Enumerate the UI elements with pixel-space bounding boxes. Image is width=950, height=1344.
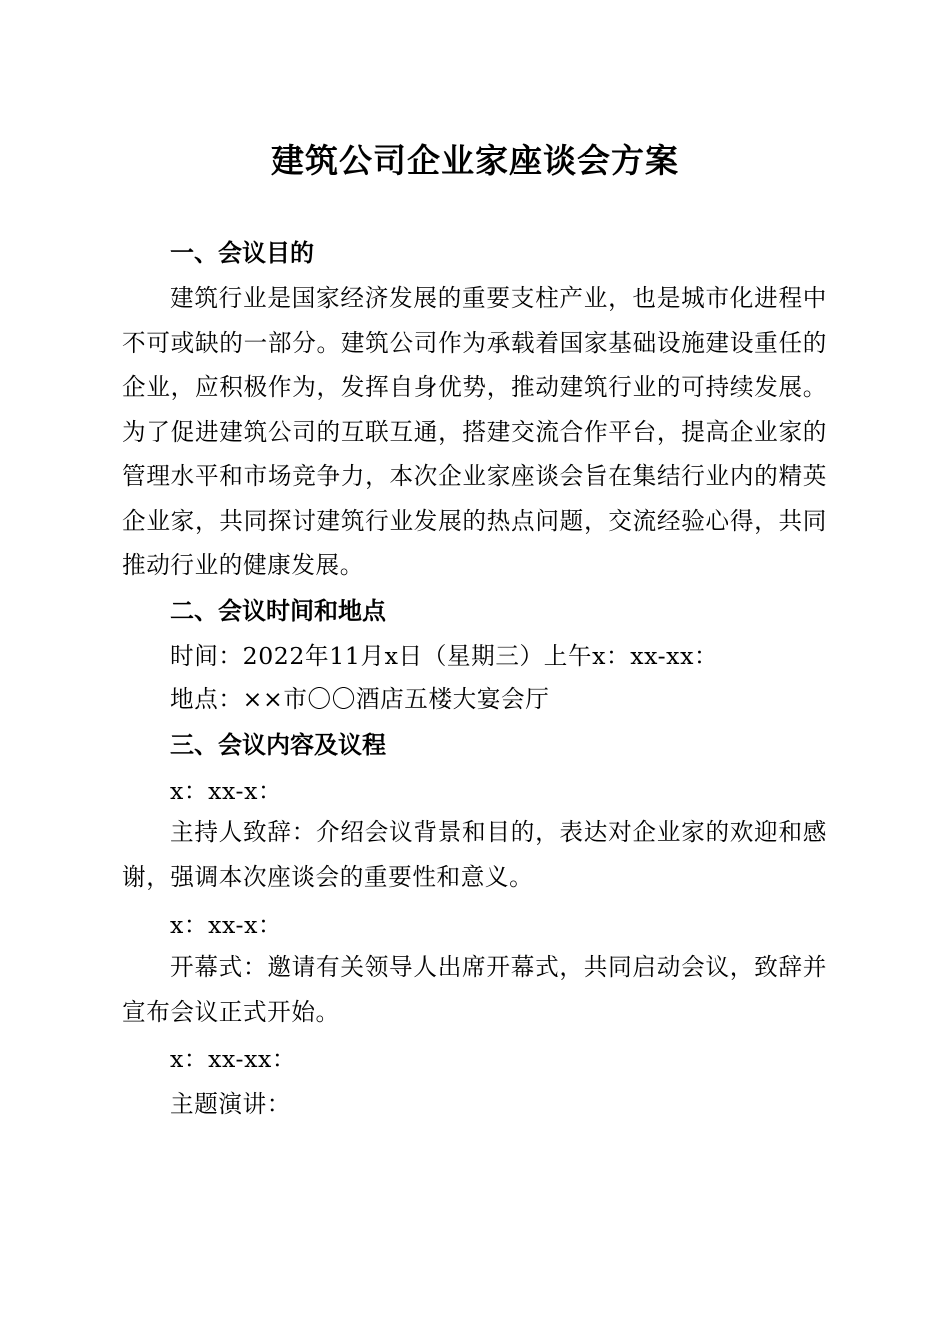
agenda-time-3: x：xx-xx： xyxy=(170,1045,297,1073)
section2-heading: 二、会议时间和地点 xyxy=(170,597,386,625)
meeting-place: 地点：××市〇〇酒店五楼大宴会厅 xyxy=(170,685,550,713)
agenda-time-1: x：xx-x： xyxy=(170,777,283,805)
document-title: 建筑公司企业家座谈会方案 xyxy=(271,141,679,180)
section1-paragraph: 建筑行业是国家经济发展的重要支柱产业，也是城市化进程中不可或缺的一部分。建筑公司作为承载着国家基础设施建设重任的企业，应积极作为，发挥自身优势，推动建筑行业的可持续发展。为了促进建筑公司的互联互通，搭建交流合作平台，提高企业家的管理水平和市场竞争力，本次企业家座谈会旨在集结行业内的精英企业家，共同探讨建筑行业发展的热点问题，交流经验心得，共同推动行业的健康发展。 xyxy=(122,284,827,579)
meeting-time: 时间：2022年11月x日（星期三）上午x：xx-xx： xyxy=(170,642,719,670)
agenda-content-1: 主持人致辞：介绍会议背景和目的，表达对企业家的欢迎和感谢，强调本次座谈会的重要性和意义。 xyxy=(122,818,827,891)
section3-heading: 三、会议内容及议程 xyxy=(170,731,386,759)
agenda-content-3: 主题演讲： xyxy=(170,1090,291,1118)
agenda-content-2: 开幕式：邀请有关领导人出席开幕式，共同启动会议，致辞并宣布会议正式开始。 xyxy=(122,953,827,1026)
agenda-time-2: x：xx-x： xyxy=(170,911,283,939)
section1-heading: 一、会议目的 xyxy=(170,239,314,267)
